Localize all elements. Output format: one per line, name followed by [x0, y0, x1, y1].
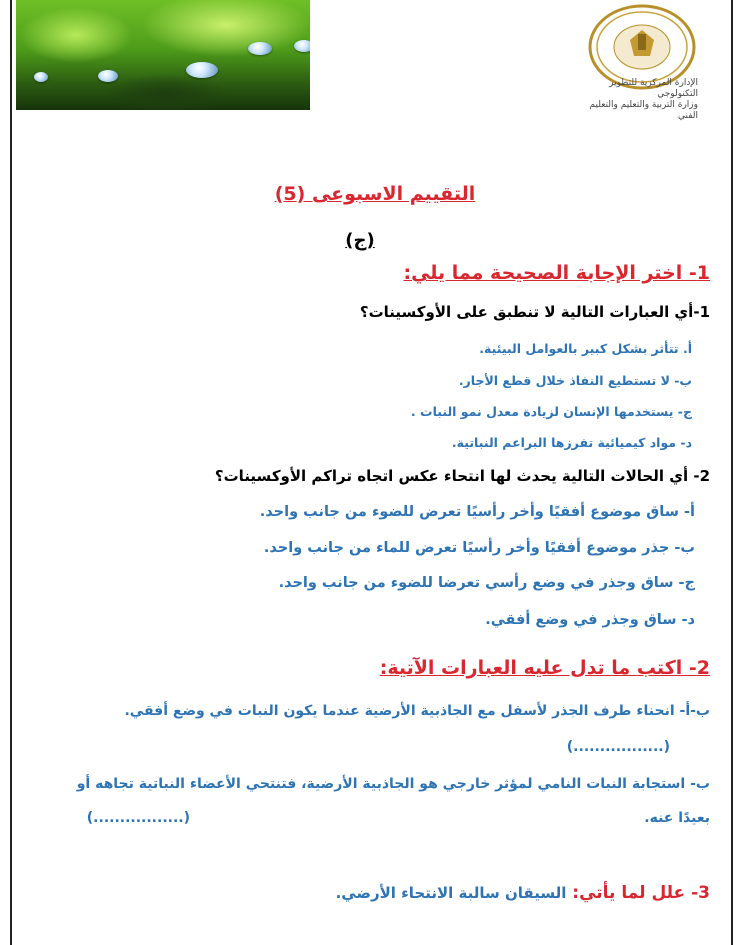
q2-option-c: ج- ساق وجذر في وضع رأسي تعرضا للضوء من جانب واحد. — [278, 575, 695, 591]
q2-option-a: أ- ساق موضوع أفقيًا وأخر رأسيًا تعرض للضوء من جانب واحد. — [259, 504, 695, 520]
page-title-text: التقييم الاسبوعى (5) — [274, 183, 476, 205]
section2-heading: 2- اكتب ما تدل عليه العبارات الآتية: — [379, 657, 710, 679]
q2-option-b: ب- جذر موضوع أفقيًا وأخر رأسيًا تعرض للماء من جانب واحد. — [263, 540, 695, 556]
section1-heading: 1- اختر الإجابة الصحيحة مما يلي: — [403, 262, 710, 284]
page-title — [0, 183, 750, 205]
ministry-logo — [578, 2, 708, 121]
logo-caption-line2: وزارة التربية والتعليم والتعليم الفني — [589, 100, 698, 121]
page-subtitle-text: (ج) — [345, 230, 375, 251]
section2-item-a: ب-أ- انحناء طرف الجذر لأسفل مع الجاذبية الأرضية عندما يكون النبات في وضع أفقي. — [124, 703, 710, 719]
q1-option-a: أ. تتأثر بشكل كبير بالعوامل البيئية. — [479, 341, 692, 356]
q1-option-d: د- مواد كيميائية تفرزها البراعم النباتية. — [451, 435, 692, 450]
section2-item-b-line2: بعيدًا عنه. — [644, 810, 710, 826]
section2-item-b-line1: ب- استجابة النبات النامي لمؤثر خارجي هو الجاذبية الأرضية، فتنتحي الأعضاء النباتية تجاهه أو — [76, 776, 710, 792]
question-1: 1-أي العبارات التالية لا تنطبق على الأوكسينات؟ — [359, 303, 710, 321]
section3 — [336, 883, 710, 903]
leaf-water-drops-image — [16, 0, 310, 110]
section3-text: السيقان سالبة الانتحاء الأرضي. — [335, 884, 567, 902]
question-2: 2- أي الحالات التالية يحدث لها انتحاء عكس اتجاه تراكم الأوكسينات؟ — [214, 467, 710, 485]
section2-item-b-blank: (.................) — [86, 810, 190, 826]
logo-caption-line1: الإدارة المركزية للتطوير التكنولوجي — [609, 78, 698, 99]
q1-option-b: ب- لا تستطيع النفاذ خلال قطع الأجار. — [458, 373, 692, 388]
q1-option-c: ج- يستخدمها الإنسان لزيادة معدل نمو النبات . — [410, 404, 692, 419]
section3-label: 3- علل لما يأتي: — [572, 883, 710, 903]
q2-option-d: د- ساق وجذر في وضع أفقي. — [485, 612, 695, 628]
page-subtitle — [0, 230, 720, 251]
logo-caption — [573, 78, 698, 122]
section2-item-a-blank: (.................) — [566, 739, 670, 755]
